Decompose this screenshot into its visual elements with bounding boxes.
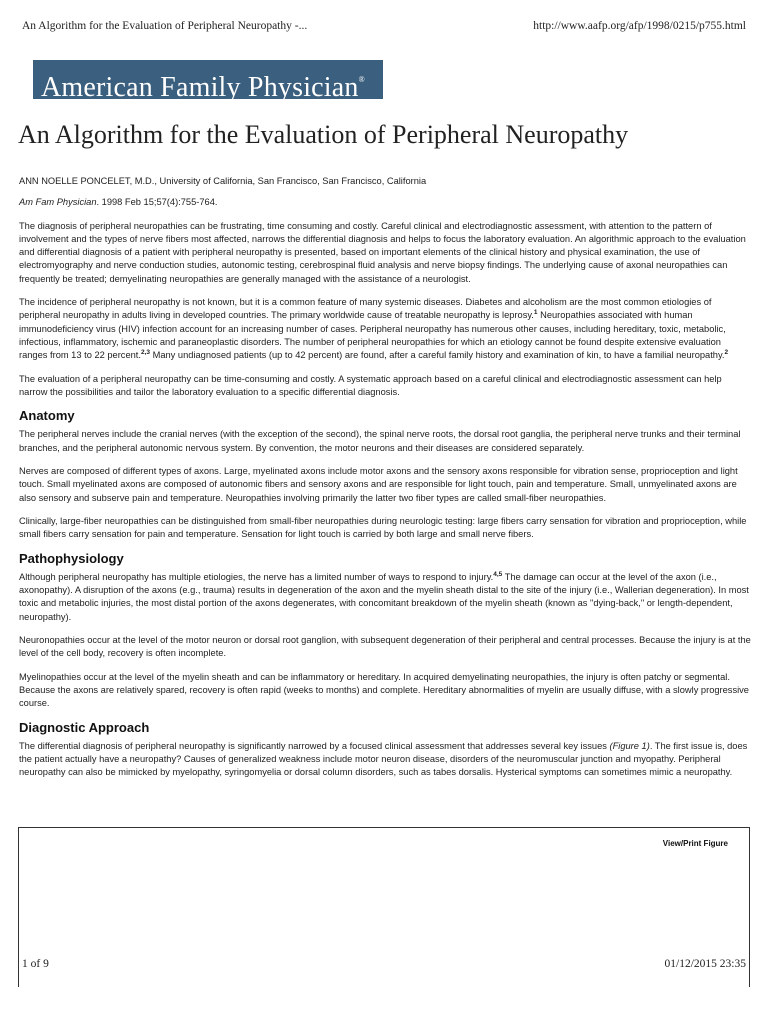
anatomy-paragraph-3: Clinically, large-fiber neuropathies can be distinguished from small-fiber neuropathies during neurologic testing: large fibers carry sensation for vibration and proprioception, while small fibers carry sensation for pain and temperature. Sensation for light touch is carried by both large and small nerve fibers.: [19, 515, 747, 540]
print-datetime: 01/12/2015 23:35: [664, 958, 746, 970]
intro-paragraph-2: The evaluation of a peripheral neuropathy can be time-consuming and costly. A systematic approach based on a careful clinical and electrodiagnostic assessment can help narrow the possibilities and tailor the laboratory evaluation to a specific differential diagnosis.: [19, 373, 722, 397]
patho-paragraph-1: [19, 571, 751, 624]
section-heading-anatomy: Anatomy: [19, 408, 75, 424]
reference-link[interactable]: 4,5: [493, 570, 503, 578]
page-number: 1 of 9: [22, 958, 49, 970]
print-header: [22, 20, 746, 36]
view-print-figure-link[interactable]: View/Print Figure: [662, 839, 728, 848]
registered-mark: ®: [358, 75, 365, 84]
reference-link[interactable]: 2,3: [140, 349, 151, 357]
print-page-title: An Algorithm for the Evaluation of Peripheral Neuropathy -...: [22, 20, 308, 32]
abstract-paragraph: The diagnosis of peripheral neuropathies can be frustrating, time consuming and costly. Careful clinical and electrodiagnostic assessment, with attention to the pattern of involvement and the types of nerve fibers most affected, narrows the differential diagnosis and helps to focus the laboratory evaluation. An algorithmic approach to the evaluation and differential diagnosis of a patient with peripheral neuropathy is presented, based on important elements of the clinical history and physical examination, the use of electromyography and nerve conduction studies, autonomic testing, cerebrospinal fluid analysis and nerve biopsy findings. The underlying cause of axonal neuropathies can frequently be treated; demyelinating neuropathies are generally managed with the assistance of a neurologist.: [19, 220, 746, 284]
patho-paragraph-3: Myelinopathies occur at the level of the myelin sheath and can be inflammatory or hereditary. In acquired demyelinating neuropathies, the injury is often patchy or segmental. Because the axons are relatively spared, recovery is often rapid (weeks to months) and complete. Hereditary abnormalities of myelin are usually diffuse, with a slowly progressive course.: [19, 671, 749, 709]
author-byline: ANN NOELLE PONCELET, M.D., University of California, San Francisco, San Francisco, California: [19, 176, 427, 186]
citation-journal: Am Fam Physician: [19, 197, 97, 208]
print-footer: [22, 958, 746, 972]
article-body: [19, 175, 751, 790]
citation-details: . 1998 Feb 15;57(4):755-764.: [96, 197, 218, 208]
text-run: . The first issue is, does the patient actually have a neuropathy? Causes of generalized weakness include motor neuron disease, disorders of the neuromuscular junction and myopathy. Peripheral neuropathy can also be mimicked by myelopathy, syringomyelia or dorsal column disorders, such as tabes dorsalis. Hysterical symptoms can sometimes mimic a neuropathy.: [19, 740, 748, 778]
anatomy-paragraph-2: Nerves are composed of different types of axons. Large, myelinated axons include motor axons and the sensory axons responsible for vibration sense, proprioception and light touch. Small myelinated axons are composed of autonomic fibers and sensory axons and are responsible for light touch, pain and temperature. Small, unmyelinated axons are also sensory and subserve pain and temperature. Neuropathies involving primarily the latter two fiber types are called small-fiber neuropathies.: [19, 466, 738, 503]
text-run: Neuropathies associated with human immunodeficiency virus (HIV) infection account for an increasing number of cases. Peripheral neuropathy has numerous other causes, including hereditary, toxic, metabolic, infectious, inflammatory, ischemic and paraneoplastic disorders. The number of peripheral neuropathies for which an etiology cannot be found despite extensive evaluation ranges from 13 to 22 percent.: [19, 310, 726, 361]
reference-link[interactable]: 1: [533, 309, 538, 317]
text-run: Although peripheral neuropathy has multiple etiologies, the nerve has a limited number of ways to respond to injury.: [19, 571, 494, 582]
section-heading-diagnostic: Diagnostic Approach: [19, 719, 150, 735]
intro-paragraph-1: [19, 296, 751, 362]
print-url[interactable]: http://www.aafp.org/afp/1998/0215/p755.html: [533, 20, 746, 32]
diagnostic-paragraph-1: [19, 740, 751, 780]
reference-link[interactable]: 2: [724, 349, 729, 357]
logo-text: American Family Physician: [41, 72, 359, 103]
journal-logo[interactable]: [33, 60, 383, 103]
text-run: The damage can occur at the level of the axon (i.e., axonopathy). A disruption of the axons (e.g., trauma) results in degeneration of the axon and the myelin sheath distal to the site of the injury (i.e., Wallerian degeneration). In most toxic and metabolic injuries, the most distal portion of the axons degenerates, with concomitant breakdown of the myelin sheath (known as "dying-back," or length-dependent, neuropathy).: [19, 571, 749, 622]
article-title: An Algorithm for the Evaluation of Peripheral Neuropathy: [18, 120, 629, 149]
anatomy-paragraph-1: The peripheral nerves include the cranial nerves (with the exception of the second), the spinal nerve roots, the dorsal root ganglia, the peripheral nerve trunks and their terminal branches, and the peripheral autonomic nervous system. By convention, the motor neurons and their diseases are considered separately.: [19, 429, 741, 453]
text-run: The incidence of peripheral neuropathy is not known, but it is a common feature of many systemic diseases. Diabetes and alcoholism are the most common etiologies of peripheral neuropathy in adults living in developed countries. The primary worldwide cause of treatable neuropathy is leprosy.: [19, 297, 712, 321]
citation: [19, 196, 751, 209]
patho-paragraph-2: Neuronopathies occur at the level of the motor neuron or dorsal root ganglion, with subsequent degeneration of their peripheral and central processes. Because the injury is at the level of the cell body, recovery is often incomplete.: [19, 635, 751, 659]
figure-reference-link[interactable]: (Figure 1): [609, 740, 650, 751]
text-run: Many undiagnosed patients (up to 42 percent) are found, after a careful family history and examination of kin, to have a familial neuropathy.: [150, 350, 725, 361]
text-run: The differential diagnosis of peripheral neuropathy is significantly narrowed by a focused clinical assessment that addresses several key issues: [19, 740, 610, 751]
section-heading-pathophysiology: Pathophysiology: [19, 550, 124, 566]
